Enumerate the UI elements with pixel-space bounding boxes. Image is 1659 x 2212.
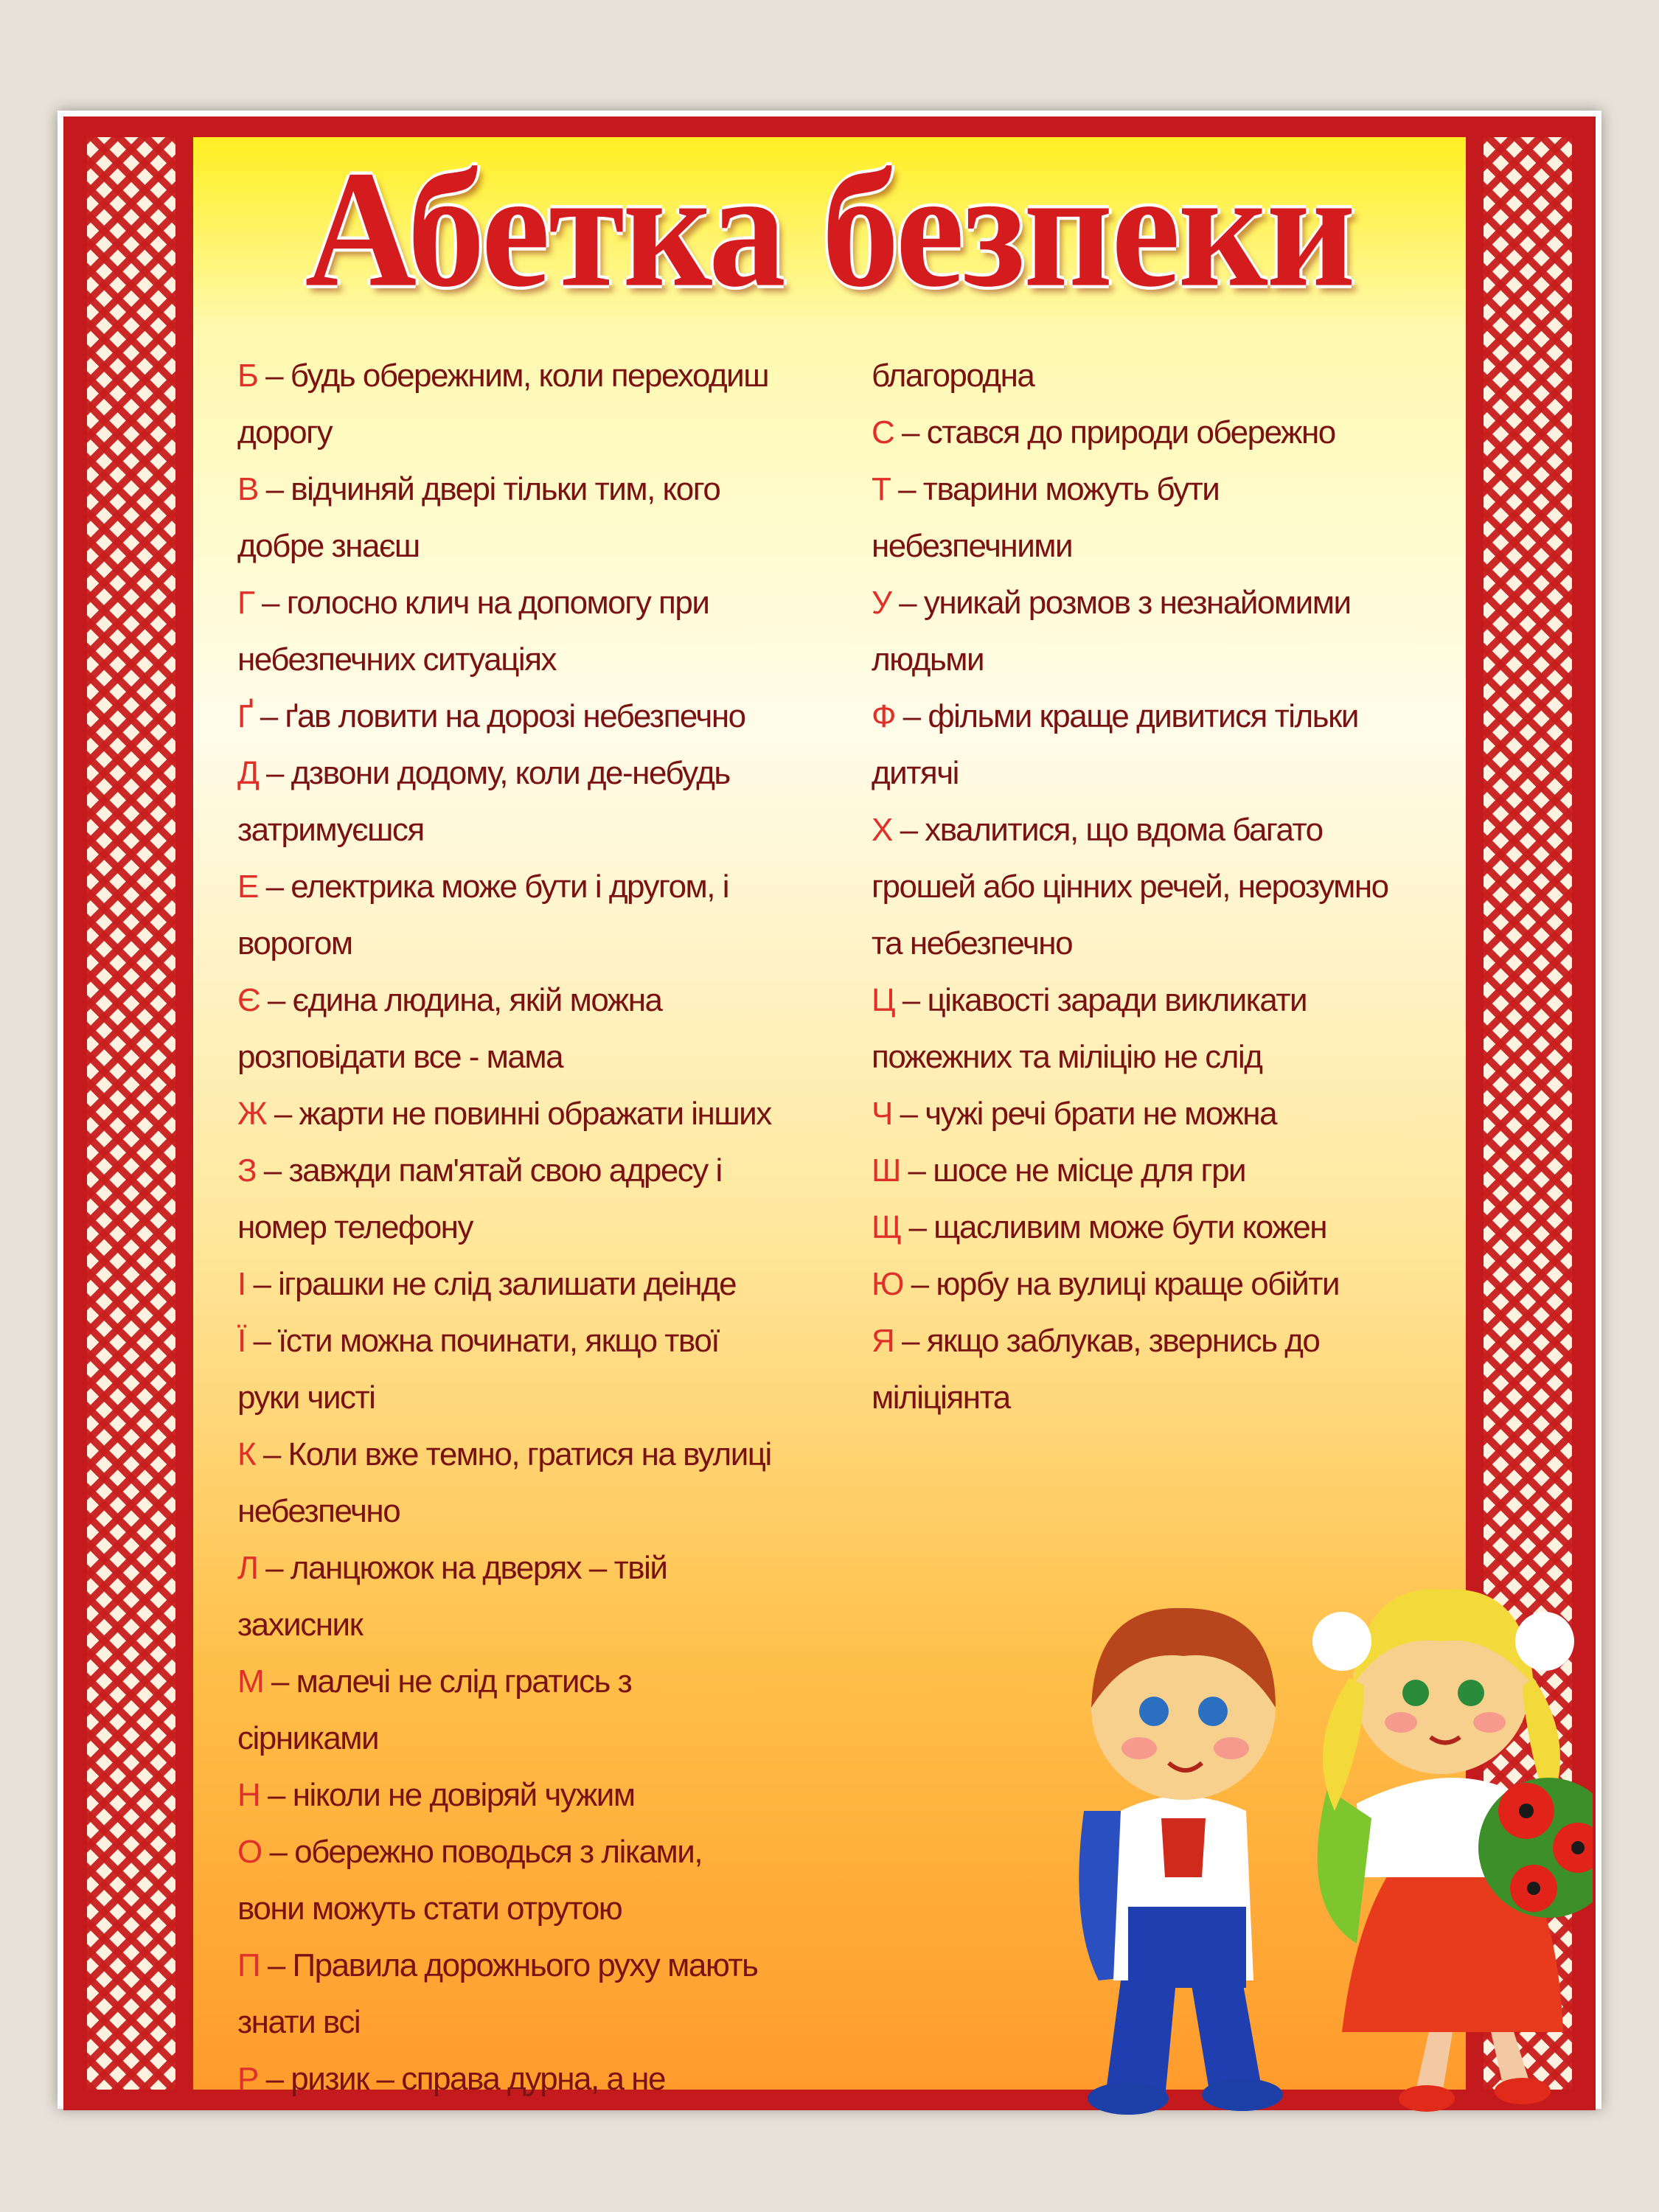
- poster-title: Абетка безпеки: [305, 136, 1354, 322]
- entry-text: – шосе не місце для гри: [900, 1152, 1246, 1189]
- entry-continuation: вони можуть стати отрутою: [237, 1891, 622, 1927]
- entry-continuation: та небезпечно: [872, 925, 1073, 961]
- entry-continuation: грошей або цінних речей, нерозумно: [872, 869, 1388, 905]
- entry-letter: С: [872, 414, 894, 451]
- entry-text: – обережно поводься з ліками,: [261, 1834, 703, 1870]
- entry-letter: Н: [237, 1777, 260, 1813]
- entry-text: – ґав ловити на дорозі небезпечно: [252, 698, 745, 734]
- alphabet-entry: [872, 461, 1484, 574]
- entry-letter: Ф: [872, 698, 895, 734]
- entry-letter: П: [237, 1947, 260, 1983]
- entry-letter: Е: [237, 869, 258, 905]
- entry-letter: Ц: [872, 982, 895, 1018]
- entry-letter: Я: [872, 1323, 894, 1359]
- entry-text: – Коли вже темно, гратися на вулиці: [255, 1436, 771, 1472]
- entry-continuation: добре знаєш: [237, 528, 420, 564]
- alphabet-entry: [237, 972, 872, 1085]
- entry-letter: В: [237, 471, 258, 507]
- right-column: [872, 347, 1484, 1426]
- entry-text: – хвалитися, що вдома багато: [891, 812, 1323, 848]
- alphabet-entry: [872, 1199, 1484, 1256]
- alphabet-entry: [237, 1823, 872, 1937]
- alphabet-entry: [872, 801, 1484, 972]
- alphabet-entry: [237, 1653, 872, 1767]
- entry-letter: М: [237, 1663, 264, 1700]
- entry-text: – цікавості заради викликати: [894, 982, 1307, 1018]
- alphabet-entry: [872, 688, 1484, 801]
- alphabet-entry: [872, 1085, 1484, 1142]
- entry-letter: Х: [872, 812, 892, 848]
- entry-letter: К: [237, 1436, 256, 1472]
- alphabet-entry: [872, 1142, 1484, 1199]
- entry-letter: І: [237, 1266, 246, 1302]
- entry-letter: Ґ: [237, 698, 253, 734]
- left-column: [237, 347, 872, 2107]
- entry-letter: Л: [237, 1550, 258, 1586]
- entry-letter: Ж: [237, 1096, 267, 1132]
- alphabet-entry: [237, 2051, 872, 2107]
- entry-letter: Ю: [872, 1266, 903, 1302]
- entry-continuation: номер телефону: [237, 1209, 473, 1245]
- alphabet-entry: [237, 1937, 872, 2051]
- girl-figure: [1312, 1589, 1593, 2112]
- alphabet-entry: [872, 1312, 1484, 1426]
- entry-continuation: дорогу: [237, 414, 333, 451]
- entry-text: благородна: [872, 358, 1034, 394]
- alphabet-entry: [237, 745, 872, 858]
- alphabet-entry: [237, 688, 872, 745]
- entry-continuation: небезпечно: [237, 1493, 400, 1529]
- entry-continuation: розповідати все - мама: [237, 1039, 563, 1075]
- entry-text: – якщо заблукав, звернись до: [894, 1323, 1320, 1359]
- children-illustration: [1018, 1464, 1593, 2128]
- entry-text: – Правила дорожнього руху мають: [260, 1947, 758, 1983]
- entry-text: – стався до природи обережно: [894, 414, 1335, 451]
- alphabet-entry: [237, 347, 872, 461]
- entry-continuation: дитячі: [872, 755, 959, 791]
- entry-text: – іграшки не слід залишати деінде: [245, 1266, 737, 1302]
- entry-letter: О: [237, 1834, 262, 1870]
- poster-panel: [193, 136, 1466, 2097]
- entry-text: – щасливим може бути кожен: [900, 1209, 1326, 1245]
- entry-letter: Б: [237, 358, 258, 394]
- entry-text: – їсти можна починати, якщо твої: [245, 1323, 720, 1359]
- alphabet-entry: [237, 1256, 872, 1312]
- entry-text: – фільми краще дивитися тільки: [894, 698, 1358, 734]
- entry-continuation: захисник: [237, 1607, 363, 1643]
- alphabet-entry: [872, 347, 1484, 404]
- entry-continuation: ворогом: [237, 925, 352, 961]
- entry-continuation: руки чисті: [237, 1380, 375, 1416]
- alphabet-entry: [237, 1426, 872, 1540]
- ornament-border-left: [87, 137, 175, 2090]
- alphabet-entry: [237, 461, 872, 574]
- entry-text: – малечі не слід гратись з: [263, 1663, 632, 1700]
- entry-letter: Є: [237, 982, 260, 1018]
- entry-letter: Ї: [237, 1323, 246, 1359]
- entry-continuation: затримуєшся: [237, 812, 424, 848]
- alphabet-entry: [872, 574, 1484, 688]
- entry-letter: Ш: [872, 1152, 900, 1189]
- entry-text: – уникай розмов з незнайомими: [891, 585, 1351, 621]
- entry-text: – ніколи не довіряй чужим: [260, 1777, 635, 1813]
- entry-text: – відчиняй двері тільки тим, кого: [257, 471, 720, 507]
- entry-continuation: небезпечними: [872, 528, 1073, 564]
- entry-letter: У: [872, 585, 891, 621]
- alphabet-entry: [872, 972, 1484, 1085]
- entry-continuation: людьми: [872, 641, 984, 678]
- poster: [63, 116, 1596, 2110]
- entry-text: – дзвони додому, коли де-небудь: [258, 755, 730, 791]
- alphabet-entry: [237, 574, 872, 688]
- entry-continuation: сірниками: [237, 1720, 379, 1756]
- entry-text: – голосно клич на допомогу при: [254, 585, 709, 621]
- entry-letter: З: [237, 1152, 257, 1189]
- entry-continuation: міліціянта: [872, 1380, 1010, 1416]
- entry-continuation: знати всі: [237, 2004, 361, 2040]
- alphabet-entry: [237, 858, 872, 972]
- entry-text: – юрбу на вулиці краще обійти: [902, 1266, 1340, 1302]
- entry-text: – завжди пам'ятай свою адресу і: [256, 1152, 722, 1189]
- entry-letter: Р: [237, 2061, 258, 2097]
- alphabet-entry: [237, 1540, 872, 1653]
- entry-text: – жарти не повинні ображати інших: [266, 1096, 771, 1132]
- alphabet-entry: [237, 1085, 872, 1142]
- entry-letter: Ч: [872, 1096, 892, 1132]
- entry-text: – тварини можуть бути: [890, 471, 1220, 507]
- alphabet-entry: [237, 1142, 872, 1256]
- entry-letter: Г: [237, 585, 254, 621]
- entry-text: – ризик – справа дурна, а не: [257, 2061, 665, 2097]
- alphabet-entry: [872, 1256, 1484, 1312]
- entry-continuation: небезпечних ситуаціях: [237, 641, 557, 678]
- entry-letter: Д: [237, 755, 259, 791]
- alphabet-entry: [872, 404, 1484, 461]
- entry-text: – чужі речі брати не можна: [891, 1096, 1277, 1132]
- entry-text: – ланцюжок на дверях – твій: [257, 1550, 667, 1586]
- boy-figure: [1079, 1608, 1283, 2115]
- alphabet-entry: [237, 1767, 872, 1823]
- alphabet-entry: [237, 1312, 872, 1426]
- entry-text: – єдина людина, якій можна: [260, 982, 662, 1018]
- entry-letter: Т: [872, 471, 891, 507]
- entry-continuation: пожежних та міліцію не слід: [872, 1039, 1262, 1075]
- entry-text: – електрика може бути і другом, і: [257, 869, 729, 905]
- entry-letter: Щ: [872, 1209, 901, 1245]
- entry-text: – будь обережним, коли переходиш: [257, 358, 769, 394]
